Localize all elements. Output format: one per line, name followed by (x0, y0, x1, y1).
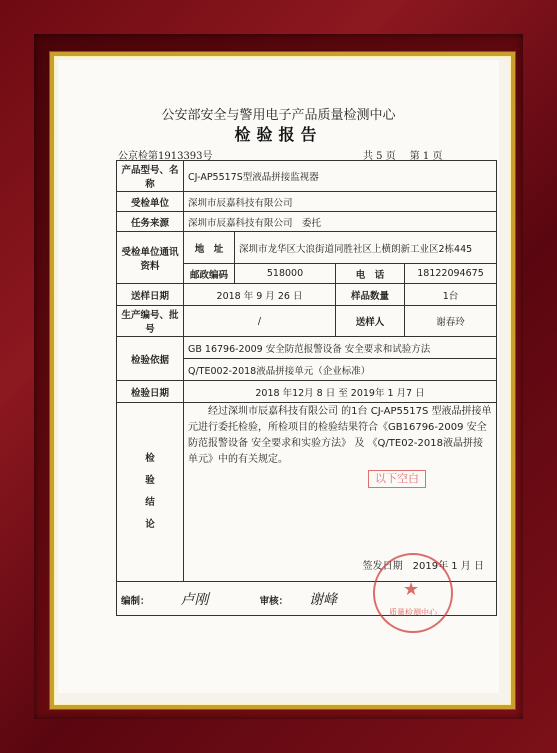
total-pages: 共 5 页 (363, 151, 396, 162)
address-value: 深圳市龙华区大浪街道同胜社区上横朗新工业区2栋445 (235, 232, 497, 264)
sender-value: 谢春玲 (405, 306, 497, 337)
reviewer-signature: 谢峰 (309, 591, 338, 608)
basis-label: 检验依据 (117, 337, 184, 381)
task-source-value: 深圳市辰嘉科技有限公司 委托 (184, 212, 497, 232)
sample-qty-value: 1台 (405, 284, 497, 306)
basis-value-1: GB 16796-2009 安全防范报警设备 安全要求和试验方法 (184, 337, 497, 359)
product-model-label: 产品型号、名称 (117, 161, 184, 192)
sample-date-value: 2018 年 9 月 26 日 (184, 284, 336, 306)
page-number: 第 1 页 (409, 151, 443, 162)
phone-value: 18122094675 (405, 264, 497, 284)
report-table (116, 160, 497, 616)
serial-label: 生产编号、批号 (117, 306, 184, 337)
seal-text: 质量检测中心 (389, 608, 437, 617)
conclusion-text: 经过深圳市辰嘉科技有限公司 的1台 CJ-AP5517S 型液晶拼接单元进行委托检验，所检项目的检验结果符合《GB16796-2009 安全防范报警设备 安全要求和实验方法》 及 《Q/TE02-2018液晶拼接单元》中的有关规定。 (188, 406, 492, 465)
postcode-value: 518000 (235, 264, 336, 284)
conclusion-label-text: 检验结论 (145, 453, 155, 530)
inspected-unit-value: 深圳市辰嘉科技有限公司 (184, 192, 497, 212)
contact-label: 受检单位通讯资料 (117, 232, 184, 284)
conclusion-label (117, 403, 184, 582)
inspected-unit-label: 受检单位 (117, 192, 184, 212)
product-model-value: CJ-AP5517S型液晶拼接监视器 (184, 161, 497, 192)
compiler-signature: 卢刚 (180, 591, 209, 608)
report-number: 公京检第1913393号 (118, 151, 213, 162)
phone-label: 电 话 (336, 264, 405, 284)
address-label: 地 址 (184, 232, 235, 264)
sample-qty-label: 样品数量 (336, 284, 405, 306)
sample-date-label: 送样日期 (117, 284, 184, 306)
official-seal (373, 553, 453, 633)
conclusion-cell (184, 403, 497, 582)
seal-star-icon: ★ (403, 579, 420, 600)
postcode-label: 邮政编码 (184, 264, 235, 284)
serial-value: / (184, 306, 336, 337)
org-name: 公安部安全与警用电子产品质量检测中心 (161, 108, 396, 123)
task-source-label: 任务来源 (117, 212, 184, 232)
reviewer-label: 审核： (259, 595, 289, 607)
compiler-label: 编制： (121, 595, 150, 607)
sender-label: 送样人 (336, 306, 405, 337)
report-title: 检验报告 (234, 125, 323, 144)
period-label: 检验日期 (117, 381, 184, 403)
basis-value-2: Q/TE002-2018液晶拼接单元（企业标准） (184, 359, 497, 381)
sign-date: 签发日期 2019年 1 月 日 (362, 561, 484, 572)
period-value: 2018 年12月 8 日 至 2019年 1 月7 日 (184, 381, 497, 403)
blank-below-stamp: 以下空白 (368, 470, 426, 488)
